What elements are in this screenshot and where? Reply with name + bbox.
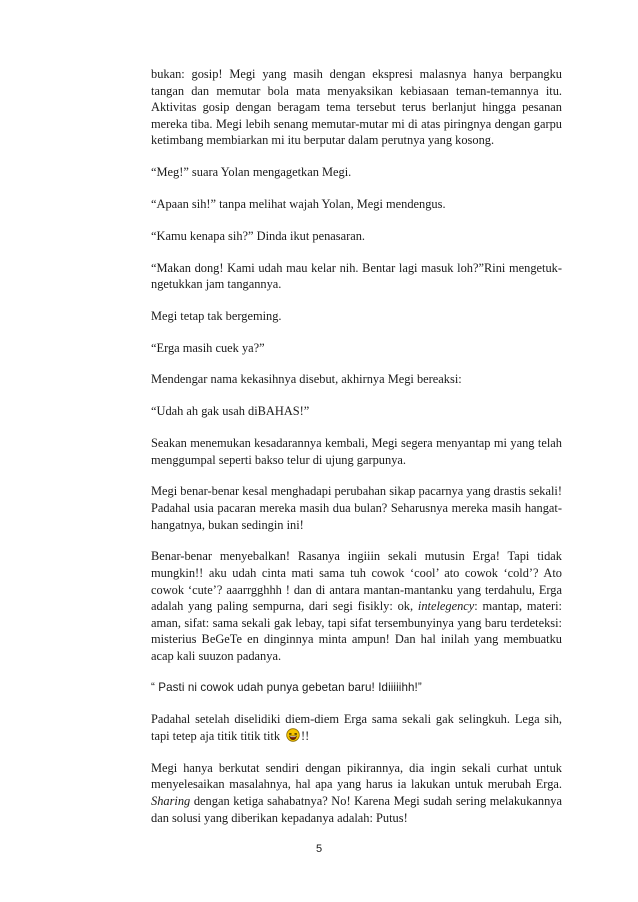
paragraph-4: “Kamu kenapa sih?” Dinda ikut penasaran. — [151, 228, 365, 243]
paragraph-1: bukan: gosip! Megi yang masih dengan ekspresi malasnya hanya berpangku tangan dan memutar bola mata menyaksikan kebiasaan teman-temannya itu. Aktivitas gosip dengan beragam tema tersebut terus berlanjut hingga pesanan mereka tiba. Megi lebih senang memutar-mutar mi di atas piringnya dengan garpu ketimbang membiarkan mi itu berputar dalam perutnya yang kosong. — [151, 67, 562, 148]
paragraph-7: “Erga masih cuek ya?” — [151, 340, 265, 355]
paragraph-15 — [151, 760, 562, 826]
paragraph-14-text-a: Padahal setelah diselidiki diem-diem Erga sama sekali gak selingkuh. Lega sih, tapi tetep aja titik titik titk — [151, 712, 562, 744]
paragraph-15-italic: Sharing — [151, 794, 191, 809]
paragraph-11: Megi benar-benar kesal menghadapi perubahan sikap pacarnya yang drastis sekali! Padahal usia pacaran mereka masih dua bulan? Seharusnya mereka masih hangat-hangatnya, bukan sedingin ini! — [151, 484, 562, 532]
paragraph-12 — [151, 548, 562, 664]
page-number: 5 — [315, 843, 323, 855]
paragraph-10: Seakan menemukan kesadarannya kembali, Megi segera menyantap mi yang telah menggumpal seperti bakso telur di ujung garpunya. — [151, 436, 562, 467]
paragraph-2: “Meg!” suara Yolan mengagetkan Megi. — [151, 165, 352, 180]
laughing-smiley-icon — [286, 728, 300, 742]
paragraph-14 — [151, 711, 562, 744]
paragraph-5: “Makan dong! Kami udah mau kelar nih. Bentar lagi masuk loh?”Rini mengetuk-ngetukkan jam tangannya. — [151, 260, 562, 292]
paragraph-13: “ Pasti ni cowok udah punya gebetan baru! Idiiiiihh!” — [151, 680, 422, 694]
paragraph-9: “Udah ah gak usah diBAHAS!” — [151, 404, 310, 419]
paragraph-12-text-a: Benar-benar menyebalkan! Rasanya ingiiin sekali mutusin Erga! Tapi tidak mungkin!! aku udah cinta mati sama tuh cowok ‘cool’ ato cowok ‘cold’? Ato cowok ‘cute’? aaarrgghhh ! dan di antara mantan-mantanku yang terdahulu, Erga adalah yang paling sempurna, dari segi fisikly: ok, — [151, 549, 562, 614]
paragraph-12-italic: intelegency — [417, 599, 475, 614]
paragraph-8: Mendengar nama kekasihnya disebut, akhirnya Megi bereaksi: — [151, 372, 462, 387]
paragraph-15-text-a: Megi hanya berkutat sendiri dengan pikirannya, dia ingin sekali curhat untuk menyelesaikan masalahnya, hal apa yang harus ia lakukan untuk merubah Erga. — [151, 760, 562, 792]
paragraph-14-text-b: !! — [301, 729, 310, 744]
paragraph-15-text-b: dengan ketiga sahabatnya? No! Karena Megi sudah sering melakukannya dan solusi yang diberikan kepadanya adalah: Putus! — [151, 794, 562, 825]
paragraph-12-text-b: : mantap, materi: aman, sifat: sama sekali gak lebay, tapi sifat tersembunyinya yang baru terdeteksi: misterius BeGeTe en dinginnya minta ampun! Dan hal inilah yang membuatku acap kali suuzon padanya. — [151, 599, 562, 663]
document-body — [151, 66, 562, 841]
paragraph-6: Megi tetap tak bergeming. — [151, 308, 282, 323]
paragraph-3: “Apaan sih!” tanpa melihat wajah Yolan, Megi mendengus. — [151, 196, 446, 211]
